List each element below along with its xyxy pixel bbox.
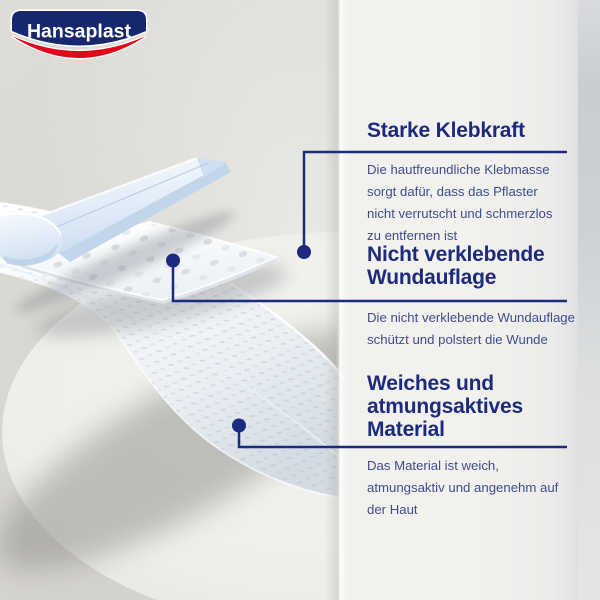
logo-text: Hansaplast [26, 20, 132, 43]
logo-icon [8, 6, 150, 68]
description-line: der Haut [367, 502, 418, 517]
right-edge-shade [578, 0, 600, 600]
description-line: schützt und polstert die Wunde [367, 332, 548, 347]
title-line: atmungsaktives [367, 395, 523, 418]
description-line: zu entfernen ist [367, 228, 458, 243]
hansaplast-logo [8, 6, 150, 68]
title-line: Weiches und [367, 372, 494, 395]
callout-title [367, 243, 579, 289]
description-line: Das Material ist weich, [367, 458, 499, 473]
callout-wound-pad [367, 243, 579, 351]
description-line: Die nicht verklebende Wundauflage [367, 310, 575, 325]
callout-title [367, 119, 579, 142]
description-line: sorgt dafür, dass das Pflaster [367, 184, 538, 199]
callout-description [367, 307, 579, 351]
title-line: Material [367, 418, 445, 441]
description-line: atmungsaktiv und angenehm auf [367, 480, 559, 495]
title-line: Starke Klebkraft [367, 119, 525, 142]
title-line: Wundauflage [367, 266, 497, 289]
callout-description [367, 159, 579, 247]
callout-title [367, 372, 579, 441]
title-line: Nicht verklebende [367, 243, 545, 266]
panel-divider [324, 0, 350, 600]
callout-description [367, 455, 579, 521]
callout-adhesion [367, 119, 579, 247]
description-line: Die hautfreundliche Klebmasse [367, 162, 550, 177]
description-line: nicht verrutscht und schmerzlos [367, 206, 553, 221]
callout-material [367, 372, 579, 521]
